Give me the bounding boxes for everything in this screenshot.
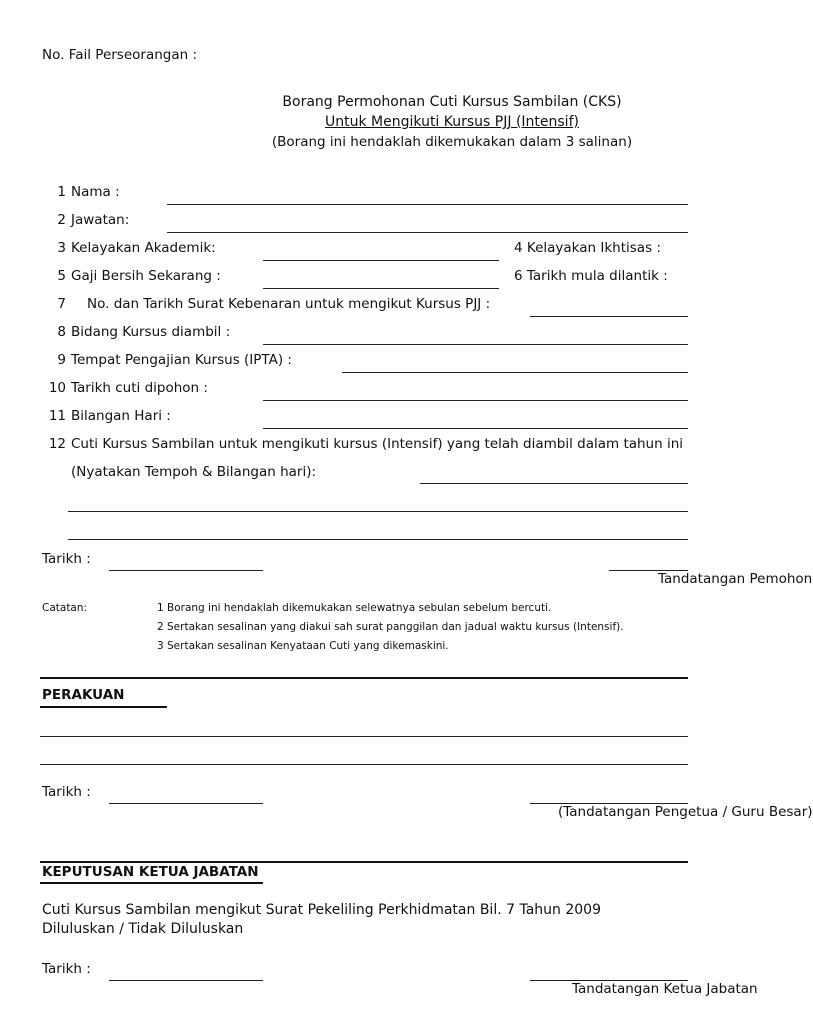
field-number: 8 (57, 324, 66, 340)
gaji-input-line[interactable] (263, 288, 499, 289)
note-item: 1 Borang ini hendaklah dikemukakan selewatnya sebulan sebelum bercuti. (157, 602, 552, 614)
form-title: Borang Permohonan Cuti Kursus Sambilan (CKS) (282, 94, 622, 110)
field-number: 12 (48, 436, 66, 452)
field-label: No. dan Tarikh Surat Kebenaran untuk mengikut Kursus PJJ : (87, 296, 491, 312)
keputusan-heading: KEPUTUSAN KETUA JABATAN (42, 864, 259, 880)
cuti-diambil-input-line-2[interactable] (68, 511, 688, 512)
field-number: 10 (48, 380, 66, 396)
field-jawatan (42, 212, 129, 228)
field-label: Bidang Kursus diambil : (71, 324, 231, 340)
note-item: 3 Sertakan sesalinan Kenyataan Cuti yang dikemaskini. (157, 640, 449, 652)
field-number: 4 (514, 240, 523, 256)
notes-label: Catatan: (42, 602, 88, 614)
field-tarikh-cuti (42, 380, 208, 396)
field-number: 7 (57, 296, 66, 312)
heading-underline (40, 706, 167, 708)
note-item: 2 Sertakan sesalinan yang diakui sah surat panggilan dan jadual waktu kursus (Intensif). (157, 621, 624, 633)
bidang-kursus-input-line[interactable] (263, 344, 688, 345)
perakuan-input-line[interactable] (40, 736, 688, 737)
perakuan-date-label: Tarikh : (42, 784, 91, 800)
field-number: 6 (514, 268, 523, 284)
cuti-diambil-input-line-3[interactable] (68, 539, 688, 540)
perakuan-heading: PERAKUAN (42, 687, 125, 703)
keputusan-decision: Diluluskan / Tidak Diluluskan (42, 921, 244, 937)
field-bidang-kursus (42, 324, 230, 340)
keputusan-date-label: Tarikh : (42, 961, 91, 977)
field-cuti-diambil-sub: (Nyatakan Tempoh & Bilangan hari): (71, 464, 317, 480)
field-label: Kelayakan Ikhtisas : (526, 240, 661, 256)
surat-kebenaran-input-line[interactable] (530, 316, 688, 317)
perakuan-input-line-2[interactable] (40, 764, 688, 765)
perakuan-date-input-line[interactable] (109, 803, 263, 804)
applicant-date-input-line[interactable] (109, 570, 263, 571)
section-divider (40, 861, 688, 863)
field-label: Tarikh mula dilantik : (526, 268, 668, 284)
field-kelayakan-ikhtisas (514, 240, 688, 256)
field-number: 9 (57, 352, 66, 368)
form-note: (Borang ini hendaklah dikemukakan dalam 3 salinan) (271, 134, 633, 150)
field-label: Bilangan Hari : (71, 408, 171, 424)
file-number-label: No. Fail Perseorangan : (42, 47, 198, 63)
field-nama (42, 184, 120, 200)
cuti-diambil-input-line[interactable] (420, 483, 688, 484)
field-kelayakan-akademik (42, 240, 216, 256)
field-label: Tarikh cuti dipohon : (71, 380, 208, 396)
field-number: 3 (57, 240, 66, 256)
applicant-date-label: Tarikh : (42, 551, 91, 567)
field-number: 1 (57, 184, 66, 200)
nama-input-line[interactable] (167, 204, 688, 205)
field-label: Nama : (71, 184, 120, 200)
keputusan-date-input-line[interactable] (109, 980, 263, 981)
keputusan-text: Cuti Kursus Sambilan mengikut Surat Pekeliling Perkhidmatan Bil. 7 Tahun 2009 (42, 902, 601, 918)
field-label: Jawatan: (71, 212, 130, 228)
perakuan-signature-label: (Tandatangan Pengetua / Guru Besar) (558, 804, 813, 820)
applicant-signature-label: Tandatangan Pemohon (658, 571, 813, 587)
section-divider (40, 677, 688, 679)
field-label: Gaji Bersih Sekarang : (71, 268, 221, 284)
field-gaji (42, 268, 221, 284)
bilangan-hari-input-line[interactable] (263, 428, 688, 429)
field-number: 2 (57, 212, 66, 228)
field-tempat-pengajian (42, 352, 292, 368)
form-subtitle: Untuk Mengikuti Kursus PJJ (Intensif) (325, 114, 579, 130)
tempat-pengajian-input-line[interactable] (342, 372, 688, 373)
keputusan-signature-label: Tandatangan Ketua Jabatan (572, 981, 758, 997)
kelayakan-akademik-input-line[interactable] (263, 260, 499, 261)
tarikh-cuti-input-line[interactable] (263, 400, 688, 401)
field-label: Tempat Pengajian Kursus (IPTA) : (71, 352, 292, 368)
field-number: 5 (57, 268, 66, 284)
field-cuti-diambil (42, 436, 688, 452)
heading-underline (40, 882, 263, 884)
field-label: Kelayakan Akademik: (71, 240, 216, 256)
field-surat-kebenaran (42, 296, 490, 312)
field-tarikh-dilantik (514, 268, 688, 284)
field-label: Cuti Kursus Sambilan untuk mengikuti kursus (Intensif) yang telah diambil dalam tahun ini (71, 436, 684, 452)
jawatan-input-line[interactable] (167, 232, 688, 233)
field-bilangan-hari (42, 408, 171, 424)
field-number: 11 (48, 408, 66, 424)
